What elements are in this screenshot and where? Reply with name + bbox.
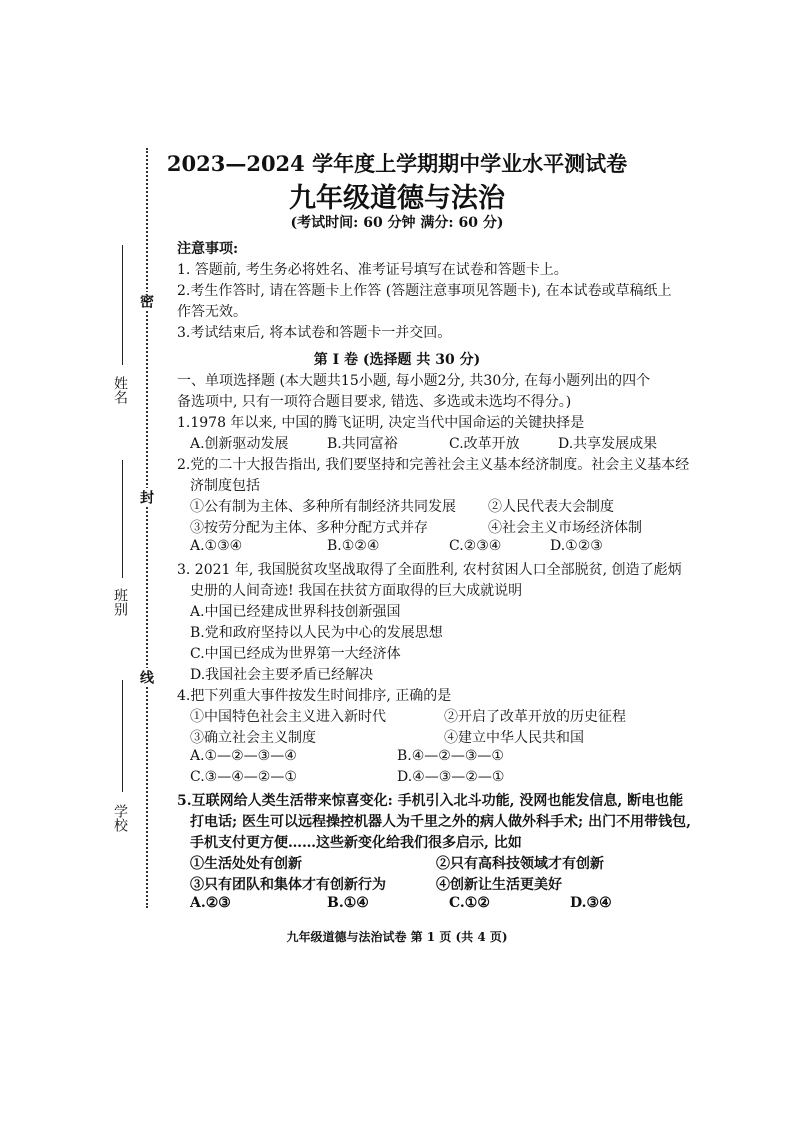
question-5-statement-3: ③只有团队和集体才有创新行为 — [190, 877, 386, 893]
question-2-option-a: A.①③④ — [190, 538, 243, 554]
name-write-line — [122, 245, 123, 365]
question-4-statement-3: ③确立社会主义制度 — [190, 730, 316, 746]
question-4-option-b: B.④—②—③—① — [397, 748, 504, 764]
class-label: 班别 — [112, 588, 128, 616]
notice-item-2: 2.考生作答时, 请在答题卡上作答 (答题注意事项见答题卡), 在本试卷或草稿纸上 — [177, 283, 672, 299]
question-2-statement-1: ①公有制为主体、多种所有制经济共同发展 — [190, 499, 456, 515]
question-4-statement-4: ④建立中华人民共和国 — [444, 730, 584, 746]
seal-mark-mi: 密 — [138, 294, 154, 308]
question-4-option-c: C.③—④—②—① — [190, 769, 297, 785]
section-intro-cont: 备选项中, 只有一项符合题目要求, 错选、多选或未选均不得分。) — [177, 394, 572, 410]
question-5-stem-cont-2: 手机支付更方便……这些新变化给我们很多启示, 比如 — [190, 835, 522, 851]
question-3-stem: 3. 2021 年, 我国脱贫攻坚战取得了全面胜利, 农村贫困人口全部脱贫, 创造了彪炳 — [177, 562, 682, 578]
notice-item-1: 1. 答题前, 考生务必将姓名、准考证号填写在试卷和答题卡上。 — [177, 262, 568, 278]
question-5-option-a: A.②③ — [190, 895, 231, 911]
section-intro: 一、单项选择题 (本大题共15小题, 每小题2分, 共30分, 在每小题列出的四个 — [177, 373, 651, 389]
question-5-option-d: D.③④ — [570, 895, 612, 911]
page-footer: 九年级道德与法治试卷 第 1 页 (共 4 页) — [286, 930, 508, 944]
seal-mark-xian: 线 — [138, 670, 154, 684]
question-4-statement-1: ①中国特色社会主义进入新时代 — [190, 709, 386, 725]
question-3-option-b: B.党和政府坚持以人民为中心的发展思想 — [190, 625, 443, 641]
question-2-stem: 2.党的二十大报告指出, 我们要坚持和完善社会主义基本经济制度。社会主义基本经 — [177, 457, 690, 473]
question-3-option-d: D.我国社会主要矛盾已经解决 — [190, 667, 374, 683]
question-1-option-a: A.创新驱动发展 — [190, 436, 289, 452]
question-4-stem: 4.把下列重大事件按发生时间排序, 正确的是 — [177, 688, 452, 704]
notice-item-3: 3.考试结束后, 将本试卷和答题卡一并交回。 — [177, 325, 452, 341]
question-1-stem: 1.1978 年以来, 中国的腾飞证明, 决定当代中国命运的关键抉择是 — [177, 415, 585, 431]
seal-mark-feng: 封 — [138, 490, 154, 504]
school-write-line — [122, 680, 123, 792]
question-5-statement-2: ②只有高科技领域才有创新 — [436, 856, 604, 872]
binding-dotted-line — [146, 148, 148, 908]
notice-heading: 注意事项: — [177, 241, 239, 257]
name-label: 姓名 — [112, 376, 128, 404]
question-1-option-c: C.改革开放 — [449, 436, 520, 452]
question-5-option-b: B.①④ — [327, 895, 369, 911]
question-3-stem-cont: 史册的人间奇迹! 我国在扶贫方面取得的巨大成就说明 — [190, 583, 523, 599]
question-5-stem: 5.互联网给人类生活带来惊喜变化: 手机引入北斗功能, 没网也能发信息, 断电也能 — [177, 793, 684, 809]
class-write-line — [122, 460, 123, 578]
question-4-statement-2: ②开启了改革开放的历史征程 — [444, 709, 626, 725]
question-3-option-a: A.中国已经建成世界科技创新强国 — [190, 604, 401, 620]
question-4-option-a: A.①—②—③—④ — [190, 748, 297, 764]
question-5-stem-cont-1: 打电话; 医生可以远程操控机器人为千里之外的病人做外科手术; 出门不用带钱包, — [190, 814, 691, 830]
question-2-statement-2: ②人民代表大会制度 — [488, 499, 614, 515]
section-title: 第 I 卷 (选择题 共 30 分) — [313, 352, 481, 368]
notice-item-2-cont: 作答无效。 — [177, 304, 247, 320]
question-5-statement-4: ④创新让生活更美好 — [436, 877, 562, 893]
question-2-option-d: D.①②③ — [550, 538, 603, 554]
question-5-option-c: C.①② — [449, 895, 490, 911]
question-4-option-d: D.④—③—②—① — [397, 769, 505, 785]
question-2-statement-4: ④社会主义市场经济体制 — [488, 520, 642, 536]
school-label: 学校 — [112, 804, 128, 832]
question-1-option-d: D.共享发展成果 — [558, 436, 658, 452]
question-2-stem-cont: 济制度包括 — [190, 478, 260, 494]
question-2-option-b: B.①②④ — [327, 538, 380, 554]
question-2-statement-3: ③按劳分配为主体、多种分配方式并存 — [190, 520, 428, 536]
question-2-option-c: C.②③④ — [449, 538, 502, 554]
subject-title: 九年级道德与法治 — [289, 183, 505, 214]
question-5-statement-1: ①生活处处有创新 — [190, 856, 302, 872]
exam-title: 2023—2024 学年度上学期期中学业水平测试卷 — [166, 151, 628, 176]
question-1-option-b: B.共同富裕 — [327, 436, 398, 452]
question-3-option-c: C.中国已经成为世界第一大经济体 — [190, 646, 401, 662]
exam-info: (考试时间: 60 分钟 满分: 60 分) — [290, 215, 504, 231]
